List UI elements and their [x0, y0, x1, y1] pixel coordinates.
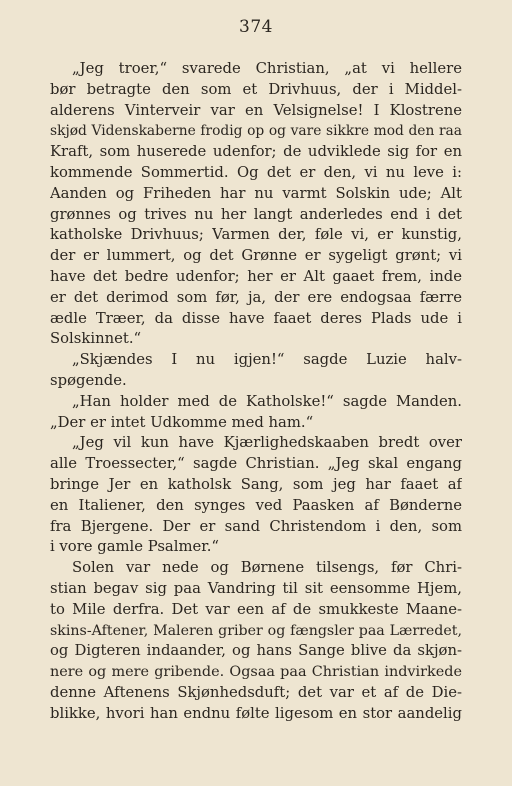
text-line: bør betragte den som et Drivhuus, der i Middel- [50, 80, 462, 98]
text-line: og Digteren indaander, og hans Sange blive da skjøn- [50, 642, 462, 660]
text-line: skjød Videnskaberne frodig op og vare sikkre mod den raa [50, 123, 462, 140]
text-line: er det derimod som før, ja, der ere endogsaa færre [50, 288, 462, 306]
text-line: en Italiener, den synges ved Paasken af Bønderne [50, 496, 462, 514]
text-line: „Han holder med de Katholske!“ sagde Manden. [72, 392, 462, 410]
text-line: nere og mere gribende. Ogsaa paa Christian indvirkede [50, 664, 462, 681]
text-line: stian begav sig paa Vandring til sit eensomme Hjem, [50, 579, 462, 597]
page-number: 374 [239, 17, 273, 37]
text-line: alderens Vinterveir var en Velsignelse! I Klostrene [50, 101, 462, 119]
text-line: to Mile derfra. Det var een af de smukkeste Maane- [50, 600, 462, 618]
text-line: katholske Drivhuus; Varmen der, føle vi, er kunstig, [50, 226, 462, 244]
text-line: fra Bjergene. Der er sand Christendom i den, som [50, 517, 462, 535]
text-line: der er lummert, og det Grønne er sygeligt grønt; vi [50, 247, 462, 265]
text-line: denne Aftenens Skjønhedsduft; det var et af de Die- [50, 683, 462, 701]
text-line: bringe Jer en katholsk Sang, som jeg har faaet af [50, 475, 462, 493]
text-line: alle Troessecter,“ sagde Christian. „Jeg skal engang [50, 455, 462, 473]
text-line: „Skjændes I nu igjen!“ sagde Luzie halv- [72, 351, 462, 369]
text-line: „Jeg troer,“ svarede Christian, „at vi hellere [72, 60, 462, 77]
text-line: Solen var nede og Børnene tilsengs, før Chri- [72, 559, 462, 577]
text-line: „Jeg vil kun have Kjærlighedskaaben bredt over [72, 434, 462, 452]
text-line: Aanden og Friheden har nu varmt Solskin ude; Alt [50, 184, 462, 202]
text-line: grønnes og trives nu her langt anderledes end i det [50, 205, 462, 223]
text-line: i vore gamle Psalmer.“ [50, 538, 219, 556]
text-line: spøgende. [50, 371, 127, 389]
text-line: blikke, hvori han endnu følte ligesom en stor aandelig [50, 704, 462, 722]
text-line: Kraft, som huserede udenfor; de udviklede sig for en [50, 143, 462, 161]
text-line: ædle Træer, da disse have faaet deres Plads ude i [50, 309, 462, 327]
body-text [50, 59, 462, 725]
text-line: „Der er intet Udkomme med ham.“ [50, 413, 314, 431]
text-line: kommende Sommertid. Og det er den, vi nu leve i: [50, 163, 462, 181]
text-line: Solskinnet.“ [50, 330, 142, 348]
text-line: skins-Aftener, Maleren griber og fængsler paa Lærredet, [50, 622, 462, 639]
text-line: have det bedre udenfor; her er Alt gaaet frem, inde [50, 267, 462, 285]
